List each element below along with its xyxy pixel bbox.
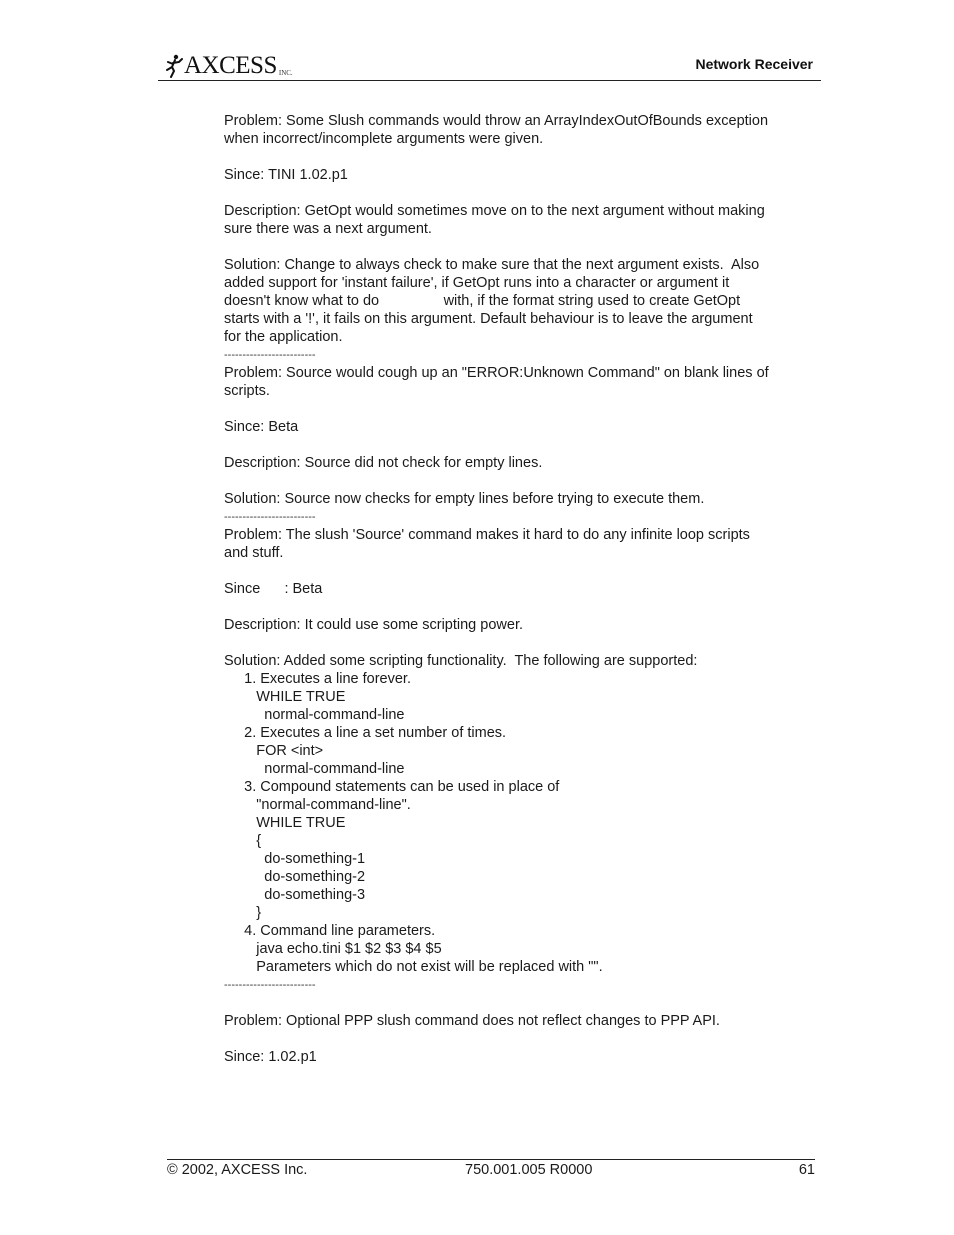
text-line: Problem: Optional PPP slush command does not reflect changes to PPP API. [224, 1013, 720, 1029]
text-line: starts with a '!', it fails on this argument. Default behaviour is to leave the argument [224, 311, 753, 327]
footer-doc-number: 750.001.005 R0000 [465, 1162, 593, 1178]
text-line: WHILE TRUE [224, 815, 346, 831]
text-line: do-something-1 [224, 851, 366, 867]
text-line: sure there was a next argument. [224, 221, 432, 237]
text-line: Description: GetOpt would sometimes move on to the next argument without making [224, 203, 765, 219]
document-body [224, 112, 824, 1066]
text-line: WHILE TRUE [224, 689, 346, 705]
blank-line [224, 634, 824, 652]
text-line: } [224, 905, 262, 921]
blank-line [224, 472, 824, 490]
text-line: Description: Source did not check for empty lines. [224, 455, 543, 471]
separator-line: ------------------------- [224, 511, 316, 523]
text-line: Since: 1.02.p1 [224, 1049, 317, 1065]
text-line: Description: It could use some scripting power. [224, 617, 523, 633]
footer-page-number: 61 [798, 1162, 815, 1178]
blank-line [224, 562, 824, 580]
text-line: when incorrect/incomplete arguments were given. [224, 131, 544, 147]
text-line: normal-command-line [224, 761, 405, 777]
footer-copyright: © 2002, AXCESS Inc. [167, 1162, 308, 1178]
blank-line [224, 598, 824, 616]
text-line: { [224, 833, 262, 849]
blank-line [224, 1030, 824, 1048]
text-line: and stuff. [224, 545, 284, 561]
text-line: Problem: Some Slush commands would throw an ArrayIndexOutOfBounds exception [224, 113, 769, 129]
blank-line [224, 436, 824, 454]
logo-wordmark: AXCESS [184, 52, 277, 79]
text-line: java echo.tini $1 $2 $3 $4 $5 [224, 941, 442, 957]
blank-line [224, 184, 824, 202]
text-line: do-something-2 [224, 869, 366, 885]
text-line: added support for 'instant failure', if GetOpt runs into a character or argument it [224, 275, 730, 291]
separator-line: ------------------------- [224, 349, 316, 361]
runner-logo-icon [164, 54, 184, 78]
text-line: 1. Executes a line forever. [224, 671, 411, 687]
text-line: Problem: The slush 'Source' command makes it hard to do any infinite loop scripts [224, 527, 750, 543]
blank-line [224, 238, 824, 256]
separator-line: ------------------------- [224, 979, 316, 991]
blank-line [224, 400, 824, 418]
text-line: Since : Beta [224, 581, 323, 597]
text-line: doesn't know what to do with, if the format string used to create GetOpt [224, 293, 741, 309]
text-line: FOR <int> [224, 743, 324, 759]
text-line: 4. Command line parameters. [224, 923, 436, 939]
text-line: Since: Beta [224, 419, 299, 435]
text-line: Solution: Change to always check to make sure that the next argument exists. Also [224, 257, 760, 273]
text-line: Parameters which do not exist will be replaced with "". [224, 959, 603, 975]
text-line: Solution: Source now checks for empty lines before trying to execute them. [224, 491, 705, 507]
blank-line [224, 148, 824, 166]
text-line: normal-command-line [224, 707, 405, 723]
text-line: Problem: Source would cough up an "ERROR:Unknown Command" on blank lines of [224, 365, 769, 381]
blank-line [224, 994, 824, 1012]
text-line: 3. Compound statements can be used in place of [224, 779, 560, 795]
text-line: do-something-3 [224, 887, 366, 903]
page-header [158, 50, 821, 81]
text-line: 2. Executes a line a set number of times. [224, 725, 507, 741]
header-title: Network Receiver [695, 56, 813, 72]
axcess-logo [164, 54, 293, 78]
text-line: scripts. [224, 383, 270, 399]
text-line: Solution: Added some scripting functionality. The following are supported: [224, 653, 698, 669]
text-line: "normal-command-line". [224, 797, 411, 813]
page-footer [167, 1159, 815, 1178]
text-line: Since: TINI 1.02.p1 [224, 167, 348, 183]
logo-suffix: INC. [278, 69, 293, 77]
text-line: for the application. [224, 329, 343, 345]
